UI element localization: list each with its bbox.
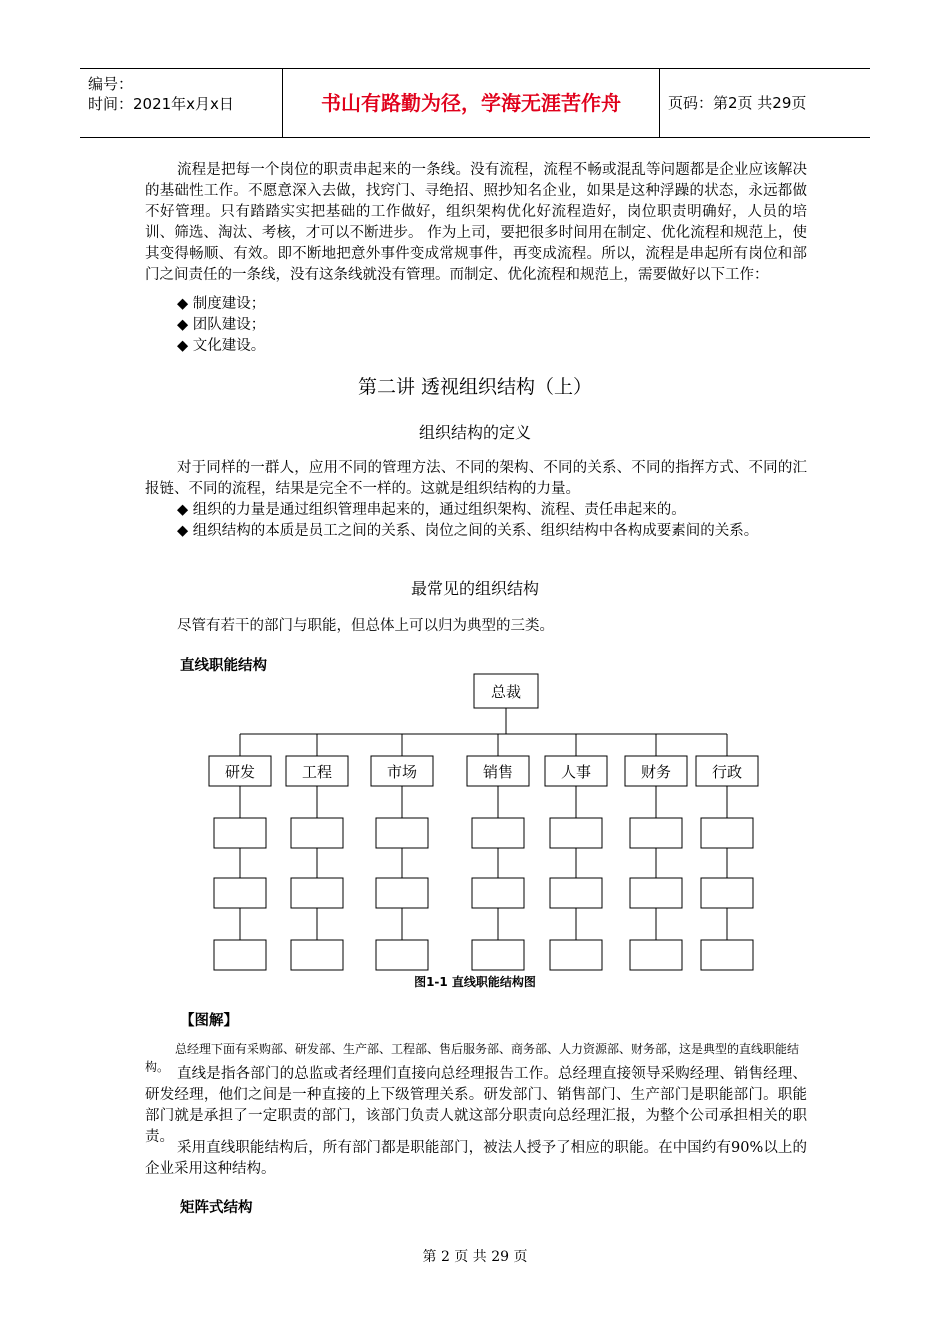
org-chart-dept-label: 人事 [560, 763, 592, 781]
org-chart-empty-box [630, 878, 682, 908]
org-chart-dept-label: 销售 [482, 763, 514, 781]
org-chart-empty-box [376, 878, 428, 908]
org-chart-empty-box [214, 878, 266, 908]
org-chart-dept-label: 市场 [386, 763, 418, 781]
org-chart-empty-box [701, 940, 753, 970]
lecture-title: 第二讲 透视组织结构（上） [357, 376, 593, 398]
org-chart-empty-box [214, 940, 266, 970]
org-chart-empty-box [376, 818, 428, 848]
common-paragraph: 尽管有若干的部门与职能，但总体上可以归为典型的三类。 [177, 618, 554, 634]
header-time-label: 时间：2021年x月x日 [88, 95, 234, 113]
org-chart-empty-box [701, 818, 753, 848]
org-chart-empty-box [472, 878, 524, 908]
header-number-label: 编号： [88, 75, 134, 93]
org-chart-dept-label: 行政 [711, 763, 743, 781]
org-chart-empty-box [472, 818, 524, 848]
org-chart-empty-box [291, 818, 343, 848]
intro-bullet: ◆ 制度建设； [177, 296, 266, 312]
org-chart-empty-box [550, 940, 602, 970]
org-chart-empty-box [550, 878, 602, 908]
definition-bullet-1: ◆ 组织的力量是通过组织管理串起来的，通过组织架构、流程、责任串起来的。 [177, 502, 686, 518]
definition-heading: 组织结构的定义 [418, 423, 531, 442]
explain-label: 【图解】 [180, 1013, 238, 1029]
org-chart-empty-box [291, 878, 343, 908]
org-chart-dept-label: 财务 [640, 763, 672, 781]
org-chart-empty-box [550, 818, 602, 848]
common-heading: 最常见的组织结构 [410, 579, 539, 598]
explain-note: 总经理下面有采购部、研发部、生产部、工程部、售后服务部、商务部、人力资源部、财务部，这是典型的直线职能结构。 [145, 1042, 800, 1074]
org-chart-empty-box [472, 940, 524, 970]
org-chart-top-label: 总裁 [490, 683, 522, 701]
definition-paragraph: 对于同样的一群人，应用不同的管理方法、不同的架构、不同的关系、不同的指挥方式、不同的汇报链、不同的流程，结果是完全不一样的。这就是组织结构的力量。 [145, 460, 807, 497]
header-page-info: 页码：第2页 共29页 [668, 94, 807, 112]
org-chart-empty-box [630, 940, 682, 970]
explain-paragraph-2: 采用直线职能结构后，所有部门都是职能部门，被法人授予了相应的职能。在中国约有90%以上的企业采用这种结构。 [145, 1140, 807, 1177]
header-motto: 书山有路勤为径，学海无涯苦作舟 [283, 69, 660, 137]
linear-heading: 直线职能结构 [180, 658, 267, 674]
definition-bullet-2: ◆ 组织结构的本质是员工之间的关系、岗位之间的关系、组织结构中各构成要素间的关系。 [177, 523, 759, 539]
org-chart-empty-box [214, 818, 266, 848]
org-chart-dept-label: 工程 [301, 763, 333, 781]
org-chart-empty-box [291, 940, 343, 970]
page-footer: 第 2 页 共 29 页 [422, 1249, 528, 1265]
intro-bullet: ◆ 团队建设； [177, 317, 266, 333]
org-chart-empty-box [701, 878, 753, 908]
chart-caption: 图1-1 直线职能结构图 [414, 975, 536, 989]
matrix-heading: 矩阵式结构 [180, 1200, 253, 1216]
org-chart-dept-label: 研发 [224, 763, 256, 781]
org-chart-empty-box [630, 818, 682, 848]
explain-paragraph-1: 直线是指各部门的总监或者经理们直接向总经理报告工作。总经理直接领导采购经理、销售经理、研发经理，他们之间是一种直接的上下级管理关系。研发部门、销售部门、生产部门是职能部门。职能部门就是承担了一定职责的部门，该部门负责人就这部分职责向总经理汇报，为整个公司承担相关的职责。 [145, 1066, 807, 1145]
intro-paragraph: 流程是把每一个岗位的职责串起来的一条线。没有流程，流程不畅或混乱等问题都是企业应该解决的基础性工作。不愿意深入去做，找窍门、寻绝招、照抄知名企业，如果是这种浮躁的状态，永远都做不好管理。只有踏踏实实把基础的工作做好，组织架构优化好流程造好，岗位职责明确好，人员的培训、筛选、淘汰、考核，才可以不断进步。 作为上司，要把很多时间用在制定、优化流程和规范上，使其变得畅顺、有效。即不断地把意外事件变成常规事件，再变成流程。所以，流程是串起所有岗位和部门之间责任的一条线，没有这条线就没有管理。而制定、优化流程和规范上，需要做好以下工作： [145, 162, 807, 283]
intro-bullet: ◆ 文化建设。 [177, 338, 266, 354]
org-chart-empty-box [376, 940, 428, 970]
